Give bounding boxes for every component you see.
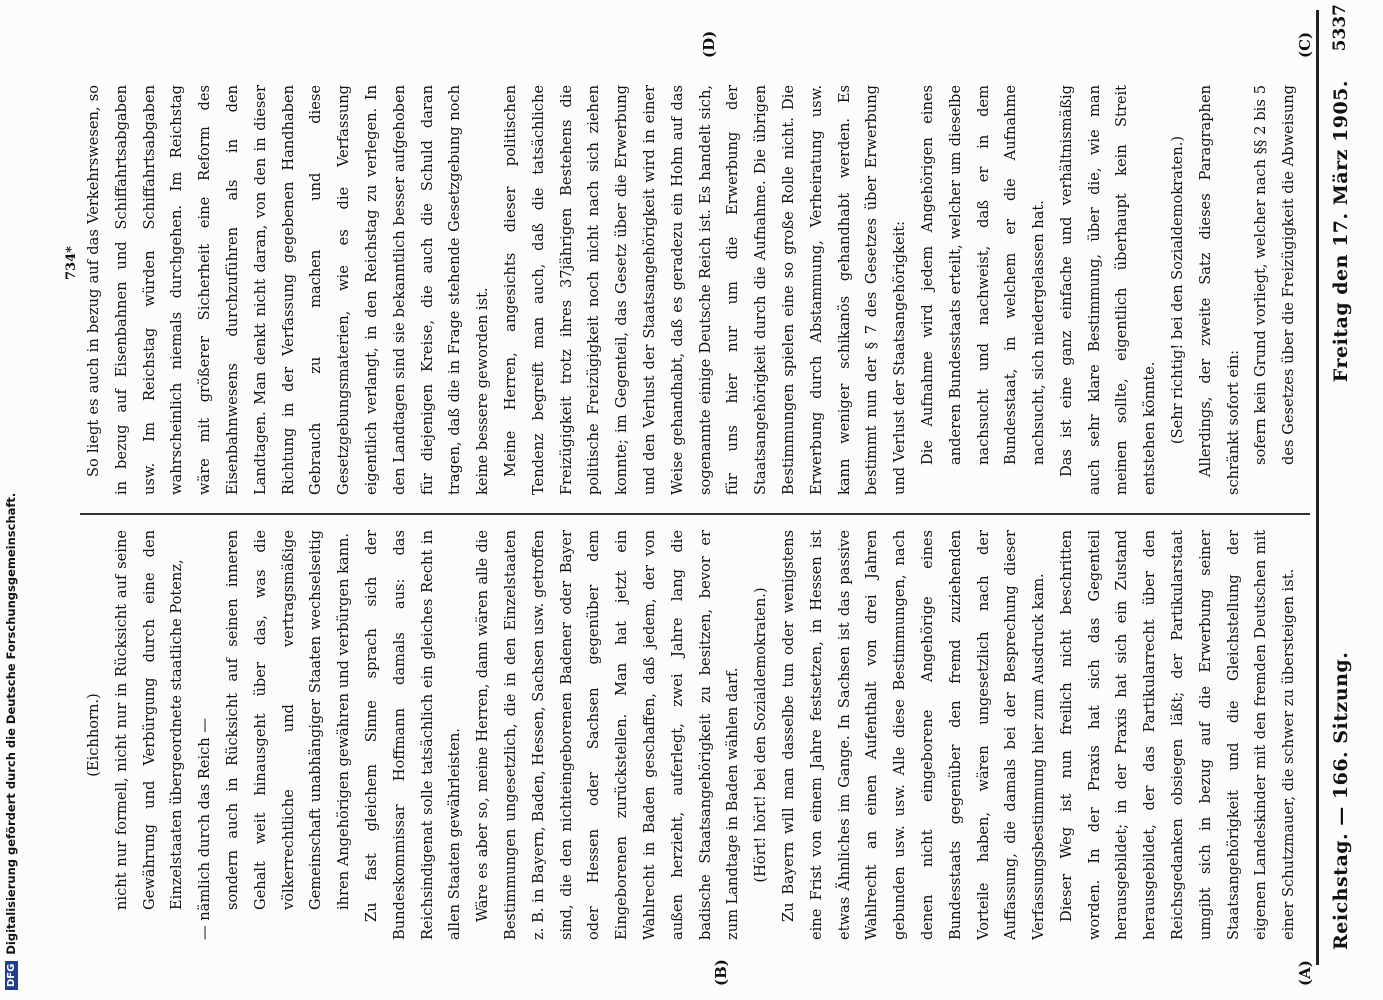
paragraph: Zu Bayern will man dasselbe tun oder wenigstens eine Frist von einem Jahre festsetzen, in Hessen ist etwas Ähnliches im Gange. In Sachsen ist das passive Wahlrecht an einen Aufenthalt von drei Jahren gebunden usw. usw. Alle diese Bestimmungen, nach denen nicht eingeborene Angehörige eines Bundesstaats gegenüber den fremd zuziehenden Vorteile haben, wären ungesetzlich nach der Auffassung, die damals bei der Besprechung dieser Verfassungsbestimmung hier zum Ausdruck kam. [779, 530, 1048, 940]
footer-strip [0, 0, 22, 1000]
paragraph: Meine Herren, angesichts dieser politischen Tendenz begreift man auch, daß die tatsächliche Freizügigkeit trotz ihres 37jährigen Bestehens die politische Freizügigkeit noch nicht nach sich ziehen konnte; im Gegenteil, das Gesetz über die Erwerbung und den Verlust der Staatsangehörigkeit wird in einer Weise gehandhabt, daß es geradezu ein Hohn auf das sogenannte einige Deutsche Reich ist. Es handelt sich, für uns hier nur um die Erwerbung der Staatsangehörigkeit durch die Aufnahme. Die übrigen Bestimmungen spielen eine so große Rolle nicht. Die Erwerbung durch Abstammung, Verheiratung usw. kann weniger schikanös gehandhabt werden. Es bestimmt nun der § 7 des Gesetzes über Erwerbung und Verlust der Staatsangehörigkeit: [501, 85, 909, 495]
margin-marker-d: (D) [700, 30, 718, 58]
paragraph: nicht nur formell, nicht nur in Rücksicht auf seine Gewährung und Verbürgung durch eine den Einzelstaaten übergeordnete staatliche Potenz, [112, 530, 186, 910]
running-header [1322, 0, 1362, 1000]
signature-mark: 734* [64, 246, 79, 280]
header-right: Freitag den 17. März 1905. [1330, 80, 1352, 383]
paragraph: Zu fast gleichem Sinne sprach sich der Bundeskommissar Hoffmann damals aus: das Reichsindigenat solle tatsächlich ein gleiches Recht in allen Staaten gewährleisten. [362, 530, 464, 940]
paragraph: (Hört! hört! bei den Sozialdemokraten.) [752, 587, 770, 883]
paragraph: (Eichhorn.) [85, 693, 102, 777]
footer-text: Digitalisierung gefördert durch die Deutsche Forschungsgemeinschaft. [4, 492, 18, 955]
page-number: 5337 [1330, 4, 1350, 52]
right-text-column [80, 85, 1310, 495]
left-text-column [80, 530, 1310, 940]
paragraph: sondern auch in Rücksicht auf seinen inneren Gehalt weit hinausgeht über das, was die völkerrechtliche und vertragsmäßige Gemeinschaft unabhängiger Staaten wechselseitig ihren Angehörigen gewähren und verbürgen kann. [223, 530, 353, 910]
paragraph: (Sehr richtig! bei den Sozialdemokraten.) [1169, 135, 1187, 445]
paragraph: Wäre es aber so, meine Herren, dann wären alle die Bestimmungen ungesetzlich, die in den Einzelstaaten z. B. in Bayern, Baden, Hessen, Sachsen usw. getroffen sind, die den nichteingeborenen Badener oder Bayer oder Hessen oder Sachsen gegenüber dem Eingeborenen zurückstellen. Man hat jetzt ein Wahlrecht in Baden geschaffen, daß jedem, der von außen herzieht, auferlegt, zwei Jahre lang die badische Staatsangehörigkeit zu besitzen, bevor er zum Landtage in Baden wählen darf. [474, 530, 742, 940]
paragraph: So liegt es auch in bezug auf das Verkehrswesen, so in bezug auf Eisenbahnen und Schiffahrtsabgaben usw. Im Reichstag würden Schiffahrtsabgaben wahrscheinlich niemals durchgehen. Im Reichstag wäre mit größerer Sicherheit eine Reform des Eisenbahnwesens durchzuführen als in den Landtagen. Man denkt nicht daran, von den in dieser Richtung in der Verfassung gegebenen Handhaben Gebrauch zu machen und diese Gesetzgebungsmaterien, wie es die Verfassung eigentlich verlangt, in den Reichstag zu verlegen. In den Landtagen sind sie bekanntlich besser aufgehoben für diejenigen Kreise, die auch die Schuld daran tragen, daß die in Frage stehende Gesetzgebung noch keine bessere geworden ist. [85, 85, 492, 495]
paragraph [1303, 530, 1310, 940]
paragraph: Das ist eine ganz einfache und verhältnismäßig auch sehr klare Bestimmung, über die, wie man meinen sollte, eigentlich überhaupt kein Streit entstehen könnte. [1057, 85, 1159, 495]
dfg-logo: DFG [5, 961, 18, 990]
margin-marker-b: (B) [712, 959, 730, 986]
paragraph: Dieser Weg ist nun freilich nicht beschritten worden. In der Praxis hat sich das Gegenteil herausgebildet; in der Praxis hat sich ein Zustand herausgebildet, der das Partikularrecht über den Reichsgedanken obsiegen läßt; der Partikularstaat umgibt sich in bezug auf die Erwerbung seiner Staatsangehörigkeit und die Gleichstellung der eigenen Landeskinder mit den fremden Deutschen mit einer Schutzmauer, die schwer zu übersteigen ist. [1057, 530, 1298, 940]
paragraph: sofern kein Grund vorliegt, welcher nach §§ 2 bis 5 des Gesetzes über die Freizügigkeit die Abweisung [1252, 85, 1298, 465]
margin-marker-a: (A) [1296, 960, 1314, 986]
header-rule [1316, 10, 1319, 965]
header-left: Reichstag. — 166. Sitzung. [1330, 651, 1352, 950]
paragraph: Die Aufnahme wird jedem Angehörigen eines anderen Bundesstaats erteilt, welcher um dieselbe nachsucht und nachweist, daß er in dem Bundesstaat, in welchem er die Aufnahme nachsucht, sich niedergelassen hat. [918, 85, 1048, 465]
paragraph: Allerdings, der zweite Satz dieses Paragraphen schränkt sofort ein: [1196, 85, 1242, 495]
paragraph: — nämlich durch das Reich — [196, 718, 214, 940]
margin-marker-c: (C) [1296, 31, 1314, 58]
column-divider [80, 513, 1310, 515]
